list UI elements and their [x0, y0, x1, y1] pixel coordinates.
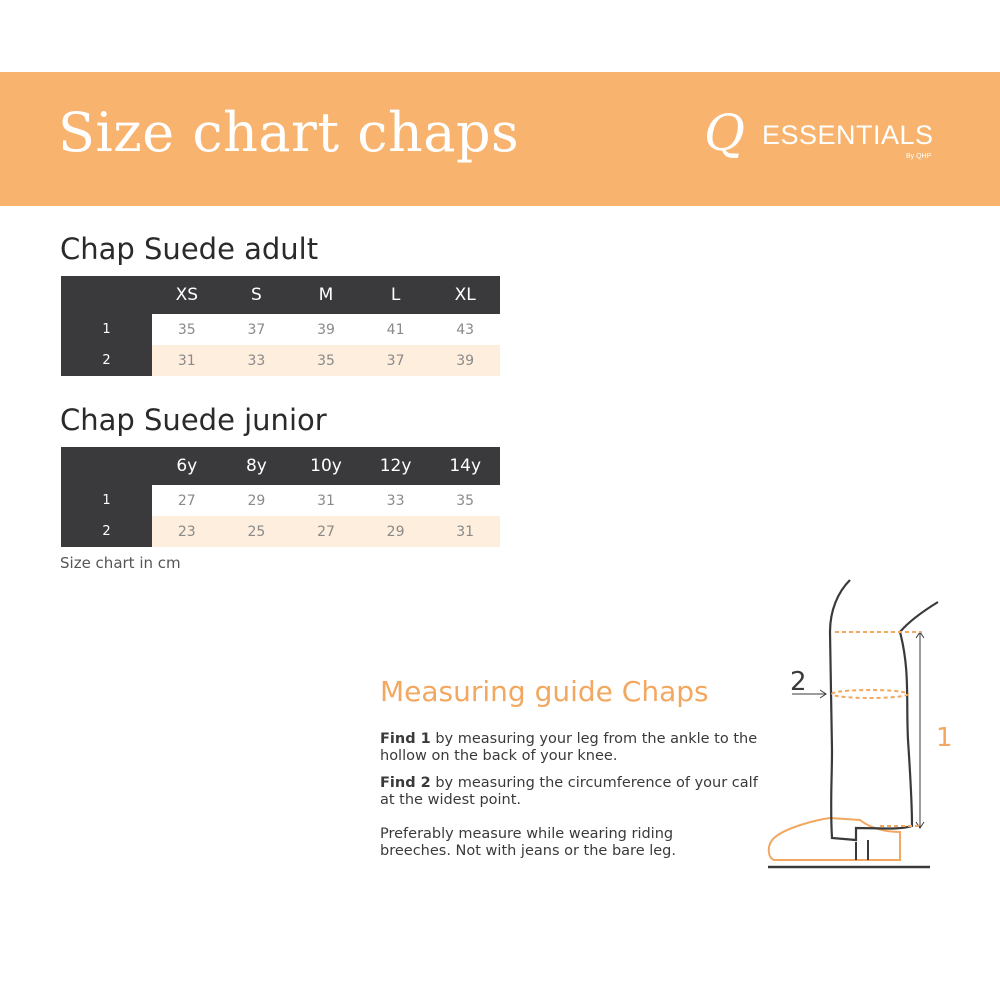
adult-size-table — [61, 276, 500, 376]
measure-2-label: 2 — [790, 667, 807, 697]
table-cell: 31 — [291, 485, 361, 516]
logo-q-mark: Q — [704, 104, 745, 162]
size-header: 14y — [430, 447, 500, 485]
units-footnote: Size chart in cm — [60, 554, 181, 572]
calf-mark — [832, 690, 908, 698]
guide-find-1 — [380, 731, 760, 765]
logo-wordmark: ESSENTIALS — [762, 120, 934, 150]
measure-1-label: 1 — [936, 723, 953, 753]
row-label: 1 — [61, 485, 152, 516]
find-2-label: Find 2 — [380, 775, 431, 791]
size-header: S — [222, 276, 292, 314]
table-cell: 43 — [430, 314, 500, 345]
junior-size-table — [61, 447, 500, 547]
find-1-label: Find 1 — [380, 731, 431, 747]
size-header: 12y — [361, 447, 431, 485]
guide-title: Measuring guide Chaps — [380, 675, 709, 708]
table-cell: 27 — [291, 516, 361, 547]
row-label: 2 — [61, 516, 152, 547]
table-cell: 33 — [361, 485, 431, 516]
table-cell: 41 — [361, 314, 431, 345]
table-cell: 35 — [430, 485, 500, 516]
table-header-row — [61, 276, 500, 314]
table-cell: 31 — [152, 345, 222, 376]
brand-logo — [700, 104, 950, 172]
table-header-row — [61, 447, 500, 485]
size-header: M — [291, 276, 361, 314]
table-row — [61, 516, 500, 547]
size-header: XS — [152, 276, 222, 314]
table-cell: 25 — [222, 516, 292, 547]
leg-measurement-illustration — [760, 570, 1000, 880]
table-cell: 33 — [222, 345, 292, 376]
find-2-text: by measuring the circumference of your calf at the widest point. — [380, 775, 758, 808]
table-cell: 29 — [222, 485, 292, 516]
table-cell: 29 — [361, 516, 431, 547]
size-header: 10y — [291, 447, 361, 485]
table-cell: 39 — [291, 314, 361, 345]
table-cell: 35 — [152, 314, 222, 345]
table-cell: 37 — [361, 345, 431, 376]
size-header: 8y — [222, 447, 292, 485]
leg-outline — [830, 580, 938, 840]
logo-byline: By QHP — [906, 153, 932, 160]
corner-cell — [61, 276, 152, 314]
size-header: XL — [430, 276, 500, 314]
row-label: 2 — [61, 345, 152, 376]
row-label: 1 — [61, 314, 152, 345]
table-cell: 23 — [152, 516, 222, 547]
find-1-text: by measuring your leg from the ankle to the hollow on the back of your knee. — [380, 731, 758, 764]
size-header: L — [361, 276, 431, 314]
table-cell: 39 — [430, 345, 500, 376]
table-row — [61, 314, 500, 345]
boot-heel — [856, 840, 868, 860]
junior-table-title: Chap Suede junior — [60, 403, 327, 437]
guide-note: Preferably measure while wearing riding breeches. Not with jeans or the bare leg. — [380, 826, 676, 859]
table-cell: 35 — [291, 345, 361, 376]
size-header: 6y — [152, 447, 222, 485]
adult-table-title: Chap Suede adult — [60, 232, 319, 266]
guide-find-2 — [380, 775, 760, 809]
table-row — [61, 345, 500, 376]
page-title: Size chart chaps — [58, 101, 520, 164]
table-cell: 37 — [222, 314, 292, 345]
table-cell: 31 — [430, 516, 500, 547]
corner-cell — [61, 447, 152, 485]
table-row — [61, 485, 500, 516]
table-cell: 27 — [152, 485, 222, 516]
